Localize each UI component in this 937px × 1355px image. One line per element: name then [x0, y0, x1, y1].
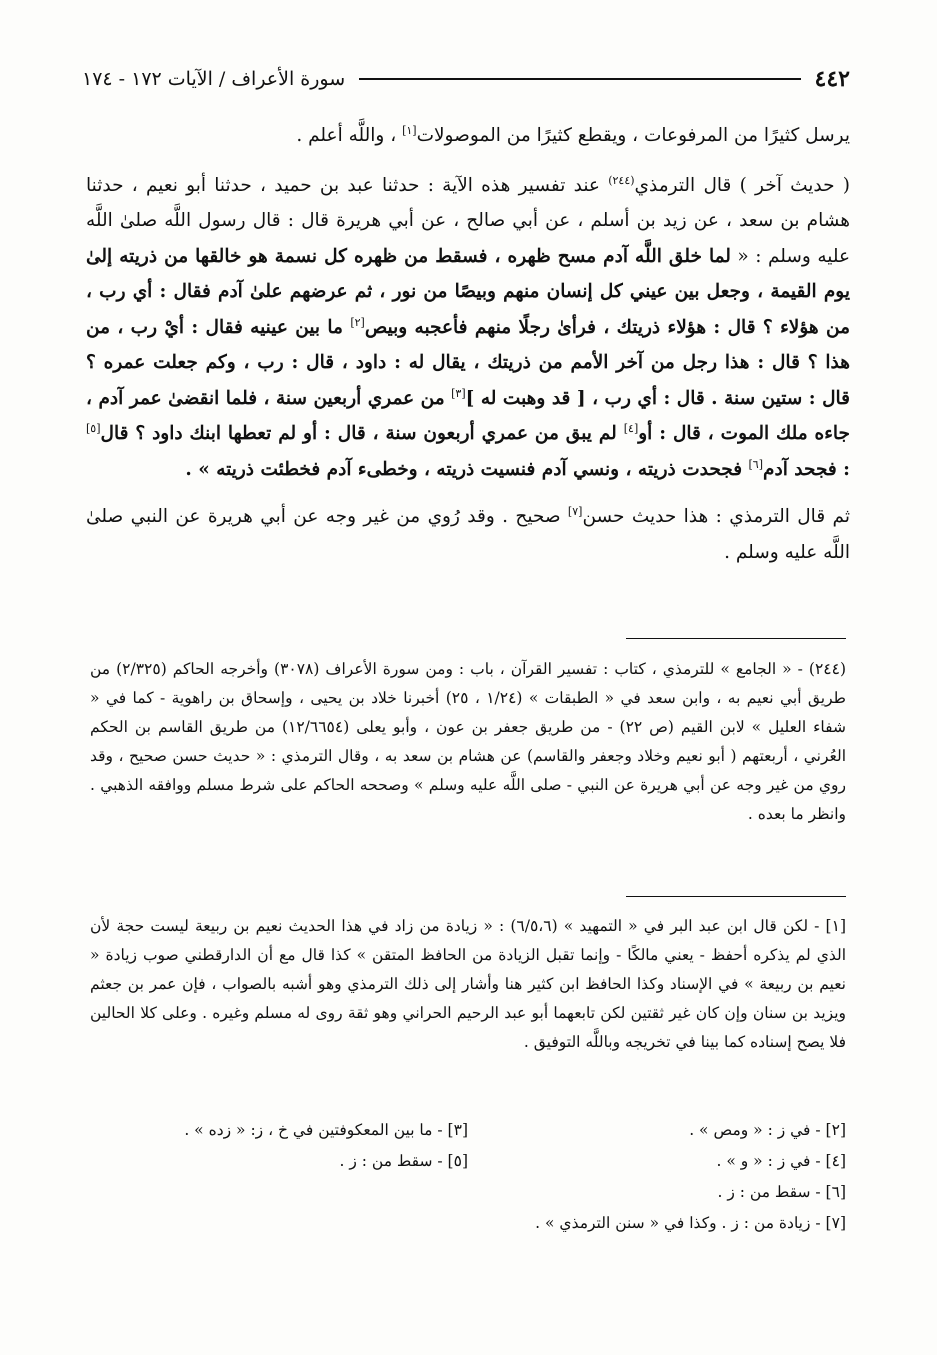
footnote-ref-5: [٥]	[86, 421, 101, 435]
footnote-separator-2	[626, 896, 846, 897]
footnote-ref-2: [٢]	[350, 315, 365, 329]
closing-text-2: صحيح . وقد رُوي من غير وجه عن أبي هريرة عن النبي صلىٰ اللَّه عليه وسلم .	[86, 506, 850, 563]
page-header	[82, 62, 850, 96]
editor-notes-row	[90, 1115, 846, 1146]
footnote-ref-6: [٦]	[748, 457, 764, 471]
intro-end: ، واللَّه أعلم .	[296, 125, 403, 146]
editor-notes-row	[90, 1146, 846, 1177]
page-number: ٤٤٢	[814, 66, 850, 92]
closing-paragraph	[86, 499, 850, 570]
hadith-matn-5: : فجحد آدم	[763, 458, 850, 480]
closing-text-1: ثم قال الترمذي : هذا حديث حسن	[582, 506, 850, 527]
editor-notes-row	[90, 1177, 846, 1208]
header-rule	[359, 78, 800, 80]
main-text	[86, 118, 850, 582]
hadith-lead: ( حديث آخر ) قال الترمذي	[634, 174, 851, 196]
editor-note-5: [٥] - سقط من : ز .	[339, 1152, 468, 1170]
editor-notes-grid	[90, 1115, 846, 1239]
footnote-ref-1: [١]	[402, 123, 417, 137]
editor-note-1-text: [١] - لكن قال ابن عبد البر في « التمهيد » (٦/٥،٦) : « زيادة من زاد في هذا الحديث نعيم بن ربيعة ليست حجة لأن الذي لم يذكره أحفظ - يعني مالكًا - وإنما تقبل الزيادة من الحافظ المتقن » كذا قال مع أن الدارقطني صوب زيادة « نعيم بن ربيعة » في الإسناد وكذا الحافظ ابن كثير هنا وأشار إلى ذلك الترمذي وهو أشبه بالصواب ، فإن عمر بن جعثم ويزيد بن سنان وإن كان غير ثقتين لكن تابعهما أبو عبد الرحيم الحراني وهو ثقة روى له مسلم وغيره . وعلى كلا الحالين فلا يصح إسناده كما بينا في تخريجه وباللَّه التوفيق .	[90, 917, 846, 1051]
editor-note-4: [٤] - في ز : « و » .	[716, 1152, 846, 1170]
hadith-matn-6: فجحدت ذريته ، ونسي آدم فنسيت ذريته ، وخطىء آدم فخطئت ذريته » .	[185, 458, 749, 480]
footnote-ref-4: [٤]	[623, 421, 639, 435]
footnote-ref-7: [٧]	[567, 504, 583, 518]
takhrij-footnote	[90, 655, 846, 829]
footnote-ref-3: [٣]	[451, 386, 466, 400]
hadith-paragraph	[86, 168, 850, 488]
footnote-separator-1	[626, 638, 846, 639]
hadith-matn-3: من عمري أربعين سنة ، فلما انقضىٰ عمر آدم ، جاءه ملك الموت ، قال : أو	[86, 387, 850, 444]
hadith-matn-1: لما خلق اللَّه آدم مسح ظهره ، فسقط من ظهره كل نسمة هو خالقها من ذريته إلىٰ يوم القيمة ، وجعل بين عيني كل إنسان منهم وبيصًا من نور ، ثم عرضهم علىٰ آدم فقال : أي رب ، من هؤلاء ؟ قال : هؤلاء ذريتك ، فرأىٰ رجلًا منهم فأعجبه وبيص	[86, 245, 850, 338]
hadith-matn-2: ما بين عينيه فقال : أيْ رب ، من هذا ؟ قال : هذا رجل من آخر الأمم من ذريتك ، يقال له : داود ، قال : رب ، وكم جعلت عمره ؟ قال : ستين سنة . قال : أي رب ، [ قد وهبت له ]	[86, 316, 850, 409]
editor-note-6: [٦] - سقط من : ز .	[717, 1183, 846, 1201]
editor-note-1	[90, 912, 846, 1057]
running-title: سورة الأعراف / الآيات ١٧٢ - ١٧٤	[82, 68, 346, 90]
hadith-isnad: عند تفسير هذه الآية : حدثنا عبد بن حميد ، حدثنا أبو نعيم ، حدثنا هشام بن سعد ، عن زيد بن أسلم ، عن أبي صالح ، عن أبي هريرة قال : قال رسول اللَّه صلىٰ اللَّه عليه وسلم : «	[86, 174, 850, 267]
footnote-ref-244: (٢٤٤)	[608, 173, 635, 187]
intro-text: يرسل كثيرًا من المرفوعات ، ويقطع كثيرًا من الموصولات	[416, 125, 850, 146]
editor-notes-row	[90, 1208, 846, 1239]
hadith-matn-4: لم يبق من عمري أربعون سنة ، قال : أو لم تعطها ابنك داود ؟ قال	[100, 423, 624, 444]
editor-note-3: [٣] - ما بين المعكوفتين في خ ، ز: « زده » .	[184, 1121, 468, 1139]
takhrij-text: (٢٤٤) - « الجامع » للترمذي ، كتاب : تفسير القرآن ، باب : ومن سورة الأعراف (٣٠٧٨) وأخرجه الحاكم (٢/٣٢٥) من طريق أبي نعيم به ، وابن سعد في « الطبقات » (١/٢٤ ، ٢٥) أخبرنا خلاد بن يحيى ، وإسحاق بن راهوية - كما في « شفاء العليل » لابن القيم (ص ٢٢) - من طريق جعفر بن عون ، وأبو يعلى (١٢/٦٦٥٤) من طريق القاسم بن الحكم العُرني ، أربعتهم ( أبو نعيم وخلاد وجعفر والقاسم) عن هشام بن سعد به ، وقال الترمذي : « حديث حسن صحيح ، وقد روي من غير وجه عن أبي هريرة عن النبي - صلى اللَّه عليه وسلم » وصححه الحاكم على شرط مسلم ووافقه الذهبي . وانظر ما بعده .	[90, 660, 847, 823]
editor-note-7: [٧] - زيادة من : ز . وكذا في « سنن الترمذي » .	[535, 1214, 846, 1232]
intro-paragraph	[86, 118, 850, 154]
editor-note-2: [٢] - في ز : « ومص » .	[689, 1121, 846, 1139]
